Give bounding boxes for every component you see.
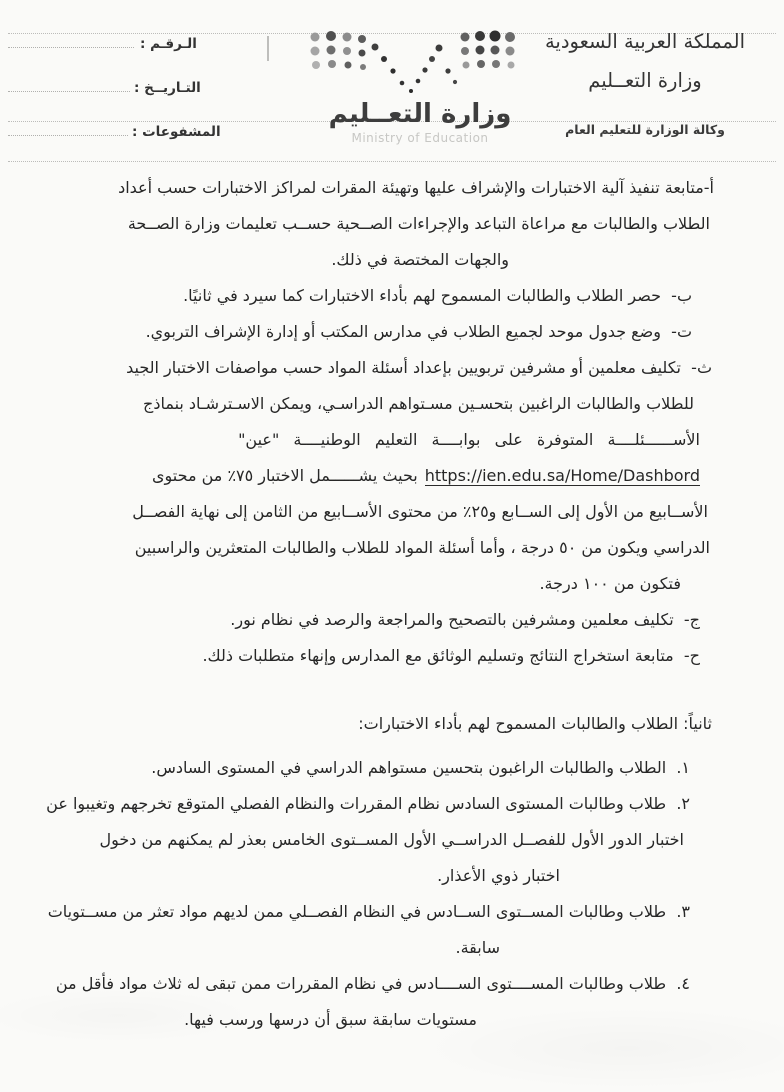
field-line-attachments xyxy=(8,135,128,136)
scan-artifact-tick xyxy=(267,36,269,61)
numbered-item-3-line2: سابقة. xyxy=(455,938,500,957)
ministry-title: وزارة التعــليم xyxy=(588,69,702,92)
item-th-line4-tail: بحيث يشــــــمل الاختبار ٧٥٪ من محتوى xyxy=(152,466,418,485)
item-th-line2: للطلاب والطالبات الراغبين بتحسـين مسـتواهم الدراسـي، ويمكن الاسـترشـاد بنماذج xyxy=(142,394,694,413)
numbered-item-1: ١. الطلاب والطالبات الراغبون بتحسين مستواهم الدراسي في المستوى السادس. xyxy=(151,758,690,777)
item-th-line6: الدراسي ويكون من ٥٠ درجة ، وأما أسئلة المواد للطلاب والطالبات المتعثرين والراسبين xyxy=(134,538,710,557)
item-th-line4-url-line xyxy=(0,458,784,494)
item-h-line1: ح- متابعة استخراج النتائج وتسليم الوثائق مع المدارس وإنهاء متطلبات ذلك. xyxy=(202,646,700,665)
logo-wordmark-english: Ministry of Education xyxy=(351,131,489,145)
numbered-item-2-line1: ٢. طلاب وطالبات المستوى السادس نظام المقررات والنظام الفصلي المتوقع تخرجهم وتغيبوا عن xyxy=(46,794,690,813)
item-a-line3: والجهات المختصة في ذلك. xyxy=(331,250,509,269)
numbered-item-3-line1: ٣. طلاب وطالبات المســتوى الســادس في النظام الفصــلي ممن لديهم مواد تعثر من مســتويات xyxy=(47,902,690,921)
logo-wordmark-arabic: وزارة التعــليم xyxy=(328,99,512,129)
ien-portal-url: https://ien.edu.sa/Home/Dashbord xyxy=(424,466,700,485)
item-th-line5: الأســابيع من الأول إلى الســابع و٢٥٪ من محتوى الأســابيع من الثامن إلى نهاية الفصــل xyxy=(132,502,708,521)
field-label-date: التـاريــخ : xyxy=(134,80,201,96)
ministry-logo xyxy=(298,27,542,145)
letter-body xyxy=(0,166,784,1038)
section-2-heading: ثانياً: الطلاب والطالبات المسموح لهم بأداء الاختبارات: xyxy=(358,714,712,733)
item-th-line3-ain-portal: الأســــــئلــــة المتوفرة على بوابــــة التعليم الوطنيــــة "عين" xyxy=(238,430,700,449)
item-b-line1: ب- حصر الطلاب والطالبات المسموح لهم بأداء الاختبارات كما سيرد في ثانيًا. xyxy=(183,286,692,305)
item-t-line1: ت- وضع جدول موحد لجميع الطلاب في مدارس المكتب أو إدارة الإشراف التربوي. xyxy=(145,322,692,341)
agency-subtitle: وكالة الوزارة للتعليم العام xyxy=(565,122,725,137)
field-label-attachments: المشفوعات : xyxy=(132,124,221,140)
item-th-line7: فتكون من ١٠٠ درجة. xyxy=(539,574,681,593)
letterhead-bottom-rule xyxy=(8,161,776,162)
field-label-number: الـرقـم : xyxy=(140,36,197,52)
ministry-logo-dots-icon xyxy=(305,78,535,97)
numbered-item-2-line3: اختبار ذوي الأعذار. xyxy=(437,866,560,885)
kingdom-title: المملكة العربية السعودية xyxy=(544,30,746,53)
item-a-line2: الطلاب والطالبات مع مراعاة التباعد والإجراءات الصــحية حســب تعليمات وزارة الصــحة xyxy=(127,214,710,233)
numbered-item-2-line2: اختبار الدور الأول للفصــل الدراســي الأول المســتوى الخامس بعذر لم يمكنهم من دخول xyxy=(99,830,684,849)
numbered-item-4-line2: مستويات سابقة سبق أن درسها ورسب فيها. xyxy=(184,1010,477,1029)
item-j-line1: ج- تكليف معلمين ومشرفين بالتصحيح والمراجعة والرصد في نظام نور. xyxy=(230,610,700,629)
numbered-item-4-line1: ٤. طلاب وطالبات المســــتوى الســــادس في نظام المقررات ممن تبقى له ثلاث مواد فأقل من xyxy=(55,974,690,993)
field-line-date xyxy=(8,91,130,92)
field-line-number xyxy=(8,47,134,48)
letterhead-right-block xyxy=(520,30,770,137)
item-th-line1: ث- تكليف معلمين أو مشرفين تربويين بإعداد أسئلة المواد حسب مواصفات الاختبار الجيد xyxy=(126,358,712,377)
item-a-line1: أ-متابعة تنفيذ آلية الاختبارات والإشراف عليها وتهيئة المقرات لمراكز الاختبارات حسب أعداد xyxy=(118,178,714,197)
